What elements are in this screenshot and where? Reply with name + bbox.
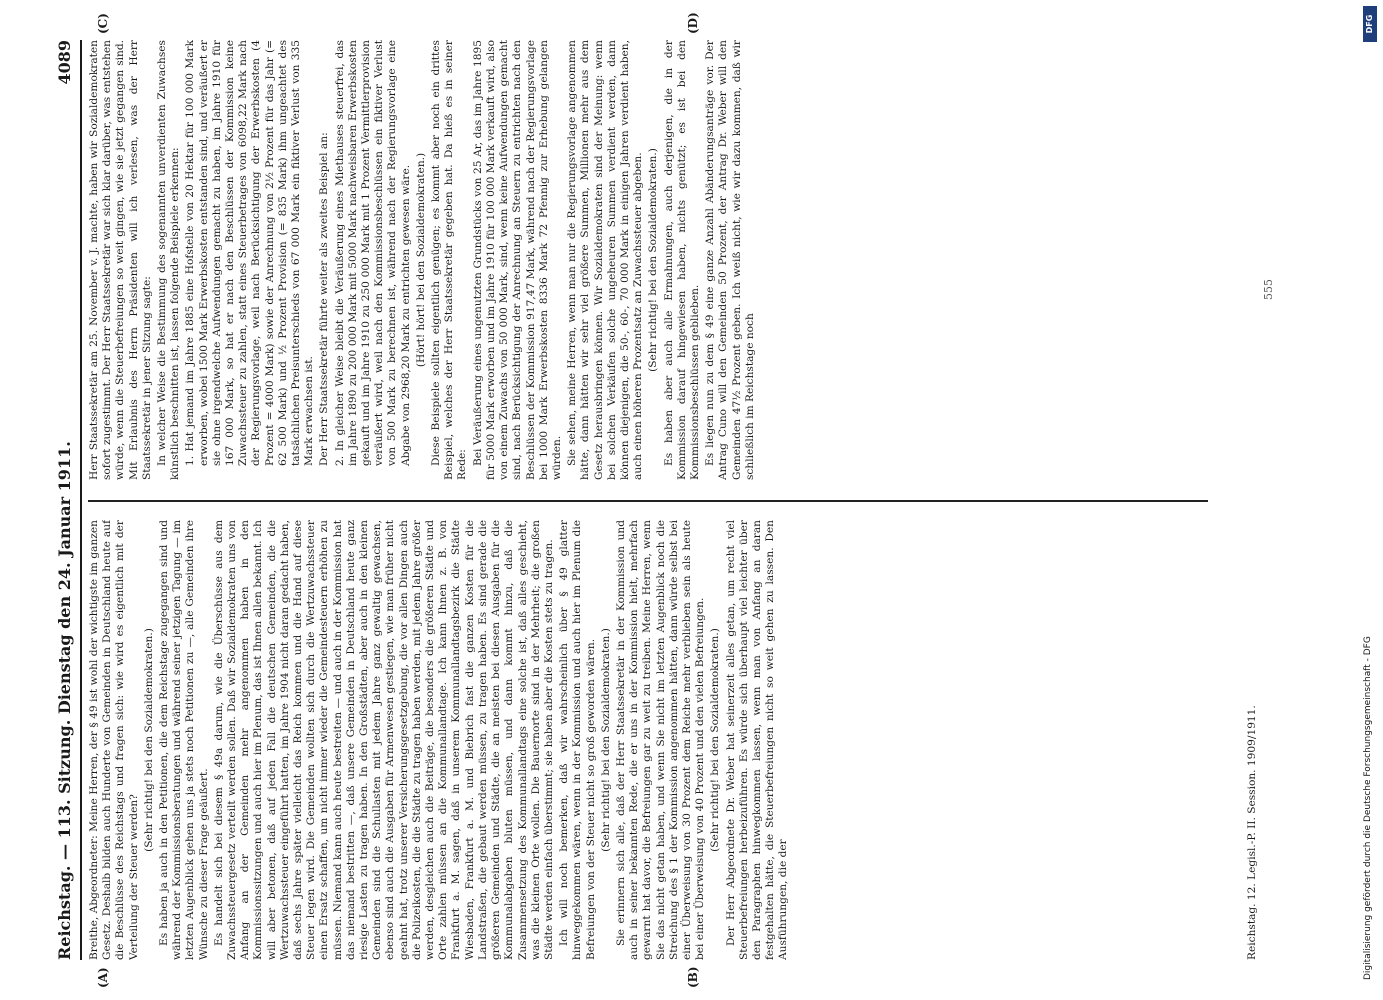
dfg-logo-text: DFG xyxy=(1365,14,1374,34)
page-header xyxy=(52,40,76,960)
paragraph: Der Herr Staatssekretär führte weiter als zweites Beispiel an: xyxy=(318,132,331,466)
paragraph: Sie sehen, meine Herren, wenn man nur die Regierungsvorlage angenommen hätte, dann hätten wir sehr viel größere Summen, Millionen mehr aus dem Gesetz herausbringen können. Wir Sozialdemokraten sind der Meinung: wenn bei solchen Verkäufen solche ungeheuren Summen verdient werden, dann können diejenigen, die 50-, 60-, 70 000 Mark in einigen Jahren verdient haben, auch einen höheren Prozentsatz an Zuwachssteuer abgeben. xyxy=(566,40,645,480)
interjection: (Sehr richtig! bei den Sozialdemokraten.) xyxy=(142,628,155,852)
header-title: Reichstag. — 113. Sitzung. Dienstag den 24. Januar 1911. xyxy=(54,441,74,960)
margin-label-d: (D) xyxy=(686,12,700,34)
interjection: (Sehr richtig! bei den Sozialdemokraten.) xyxy=(599,628,612,852)
paragraph: Es haben aber auch alle Ermahnungen, auch derjenigen, die in der Kommission darauf hingewiesen haben, nichts genützt; es ist bei den Kommissionsbeschlüssen geblieben. xyxy=(662,40,701,480)
paragraph: Breithe, Abgeordneter: Meine Herren, der § 49 ist wohl der wichtigste im ganzen Gesetz. Deshalb bilden auch Hunderte von Gemeinden in Deutschland heute auf die Beschlüsse des Reichstags und fragen sich: wie wird es eigentlich mit der Verteilung der Steuer werden? xyxy=(88,520,140,960)
paragraph: Sie erinnern sich alle, daß der Herr Staatssekretär in der Kommission und auch in seiner bekannten Rede, die er uns in der Kommission hielt, mehrfach gewarnt hat davor, die Befreiungen gar zu weit zu treiben. Meine Herren, wenn Sie das nicht getan haben, und wenn Sie nicht im letzten Augenblick noch die Streichung des § 1 der Kommission angenommen hätten, dann würde selbst bei einer Überweisung von 30 Prozent dem Reiche mehr verblieben sein als heute bei einer Überweisung von 40 Prozent und den vielen Befreiungen. xyxy=(614,520,707,960)
paragraph: Diese Beispiele sollten eigentlich genügen; es kommt aber noch ein drittes Beispiel, welches der Herr Staatssekretär gegeben hat. Da hieß es in seiner Rede: xyxy=(430,40,469,480)
paragraph: 1. Hat jemand im Jahre 1885 eine Hofstelle von 20 Hektar für 100 000 Mark erworben, wobei 1500 Mark Erwerbskosten entstanden sind, und veräußert er sie ohne irgendwelche Aufwendungen gemacht zu haben, im Jahre 1910 für 167 000 Mark, so hat er nach den Beschlüssen der Kommission keine Zuwachssteuer zu zahlen, statt eines Steuerbetrages von 6098,22 Mark nach der Regierungsvorlage, weil nach Berücksichtigung der Erwerbskosten (4 Prozent = 4000 Mark) sowie der Anrechnung von 2½ Prozent für das Jahr (= 62 500 Mark) und ½ Prozent Provision (= 835 Mark) ihm ungeachtet des tatsächlichen Preisunterschieds von 67 000 Mark ein fiktiver Verlust von 335 Mark erwachsen ist. xyxy=(184,40,316,466)
interjection: (Sehr richtig! bei den Sozialdemokraten.) xyxy=(647,148,660,372)
page-footer xyxy=(1246,40,1258,960)
dfg-side-strip xyxy=(1363,0,1379,1000)
paragraph: Es handelt sich bei diesem § 49a darum, wie die Überschüsse aus dem Zuwachssteuergesetz verteilt werden sollen. Daß wir Sozialdemokraten uns von Anfang an der Gemeinden mehr angenommen haben in den Kommissionssitzungen und auch hier im Plenum, das ist Ihnen allen bekannt. Ich will aber betonen, daß auf jeden Fall die deutschen Gemeinden, die die Wertzuwachssteuer eingeführt hatten, im Jahre 1904 nicht daran gedacht haben, daß sechs Jahre später vielleicht das Reich kommen und die Hand auf diese Steuer legen wird. Die Gemeinden wollten sich durch die Wertzuwachssteuer einen Ersatz schaffen, um nicht immer wieder die Gemeindesteuern erhöhen zu müssen. Niemand kann auch heute bestreiten — und auch in der Kommission hat das niemand bestritten —, daß unsere Gemeinden in Deutschland heute ganz riesige Lasten zu tragen haben. In den Großstädten, aber auch in den kleinen Gemeinden sind die Schullasten mit jedem Jahre ganz gewaltig gewachsen, ebenso sind auch die Ausgaben für Armenwesen gestiegen, wie man früher nicht geahnt hat, trotz unserer Versicherungsgesetzgebung, die vor allen Dingen auch die Polizeikosten, die die Städte zu tragen haben werden, mit jedem Jahre größer werden, desgleichen auch die Beiträge, die besonders die größeren Städte und Orte zahlen müssen an die Kommunallandtage. Ich kann Ihnen z. B. von Frankfurt a. M. sagen, daß in unserem Kommunallandtagsbezirk die Städte Wiesbaden, Frankfurt a. M. und Biebrich fast die ganzen Kosten für die Landstraßen, die gebaut werden müssen, zu tragen haben. Es sind gerade die größeren Gemeinden und Städte, die an meisten bei diesen Ausgaben für die Kommunalabgaben bluten müssen, und dann kommt hinzu, daß die Zusammensetzung des Kommunallandtags eine solche ist, daß alles geschieht, was die kleinen Orte wollen. Die Bauernorte sind in der Mehrheit; die großen Städte werden einfach überstimmt; sie haben aber die Kosten stets zu tragen. xyxy=(212,520,555,960)
footer-sheet-number: 555 xyxy=(1262,279,1275,300)
left-column xyxy=(88,520,1238,960)
right-column xyxy=(88,40,1238,480)
dfg-notice: Digitalisierung gefördert durch die Deutsche Forschungsgemeinschaft - DFG xyxy=(1363,636,1373,980)
page-number: 4089 xyxy=(54,40,74,85)
dfg-logo xyxy=(1363,6,1377,42)
paragraph: In welcher Weise die Bestimmung des sogenannten unverdienten Zuwachses künstlich beschnitten ist, lassen folgende Beispiele erkennen: xyxy=(156,40,182,480)
margin-label-a: (A) xyxy=(96,967,110,988)
paragraph: 2. In gleicher Weise bleibt die Veräußerung eines Miethauses steuerfrei, das im Jahre 1890 zu 200 000 Mark mit 5000 Mark nachweisbaren Erwerbskosten gekauft und im Jahre 1910 zu 250 000 Mark mit 1 Prozent Vermittlerprovision veräußert wird, weil nach den Kommissionsbeschlüssen ein fiktiver Verlust von 500 Mark zu berechnen ist, während nach der Regierungsvorlage eine Abgabe von 2968,20 Mark zu entrichten gewesen wäre. xyxy=(333,40,412,466)
column-divider xyxy=(88,500,1208,502)
paragraph: Bei Veräußerung eines ungenutzten Grundstücks von 25 Ar, das im Jahre 1895 für 5000 Mark erworben und im Jahre 1910 für 100 000 Mark verkauft wird, also von einem Zuwachs von 50 000 Mark, sind, wenn keine Aufwendungen gemacht sind, nach Berücksichtigung der Anrechnung an Steuern zu entrichten nach den Beschlüssen der Kommission 917,47 Mark, während nach der Regierungsvorlage bei 1000 Mark Erwerbskosten 8336 Mark 72 Pfennig zur Erhebung gelangen würden. xyxy=(471,40,563,480)
interjection: (Sehr richtig! bei den Sozialdemokraten.) xyxy=(709,628,722,852)
paragraph: Es liegen nun zu dem § 49 eine ganze Anzahl Abänderungsanträge vor. Der Antrag Cuno will den Gemeinden 50 Prozent, der Antrag Dr. Weber will den Gemeinden 47½ Prozent geben. Ich weiß nicht, wie wir dazu kommen, daß wir schließlich im Reichstage noch xyxy=(704,40,756,480)
margin-label-c: (C) xyxy=(96,13,110,34)
header-rule xyxy=(80,40,82,960)
paragraph: Der Herr Abgeordnete Dr. Weber hat seinerzeit alles getan, um recht viel Steuerbefreiungen herbeizuführen. Es würde sich überhaupt viel leichter über den Paragraphen hinwegkommen lassen, wenn man von Anfang an daran festgehalten hätte, die Steuerbefreiungen nicht so weit gehen zu lassen. Den Ausführungen, die der xyxy=(724,520,790,960)
interjection: (Hört! hört! bei den Sozialdemokraten.) xyxy=(414,152,427,368)
paragraph: Herr Staatssekretär am 25. November v. J. machte, haben wir Sozialdemokraten sofort zugestimmt. Der Herr Staatssekretär war sich klar darüber, was entstehen würde, wenn die Steuerbefreiungen so weit gingen, wie sie jetzt gegangen sind. Mit Erlaubnis des Herrn Präsidenten will ich verlesen, was der Herr Staatssekretär in jener Sitzung sagte: xyxy=(88,40,153,480)
paragraph: Es haben ja auch in den Petitionen, die dem Reichstage zugegangen sind und während der Kommissionsberatungen und während seiner jetzigen Tagung — im letzten Augenblick gehen uns ja stets noch Petitionen zu —, alle Gemeinden ihre Wünsche zu dieser Frage geäußert. xyxy=(158,520,210,960)
paragraph: Ich will noch bemerken, daß wir wahrscheinlich über § 49 glatter hinweggekommen wären, wenn in der Kommission und auch hier im Plenum die Befreiungen von der Steuer nicht so groß geworden wären. xyxy=(558,520,597,960)
margin-label-b: (B) xyxy=(686,966,700,988)
footer-session: Reichstag. 12. Legisl.-P. II. Session. 1909/1911. xyxy=(1246,705,1258,960)
